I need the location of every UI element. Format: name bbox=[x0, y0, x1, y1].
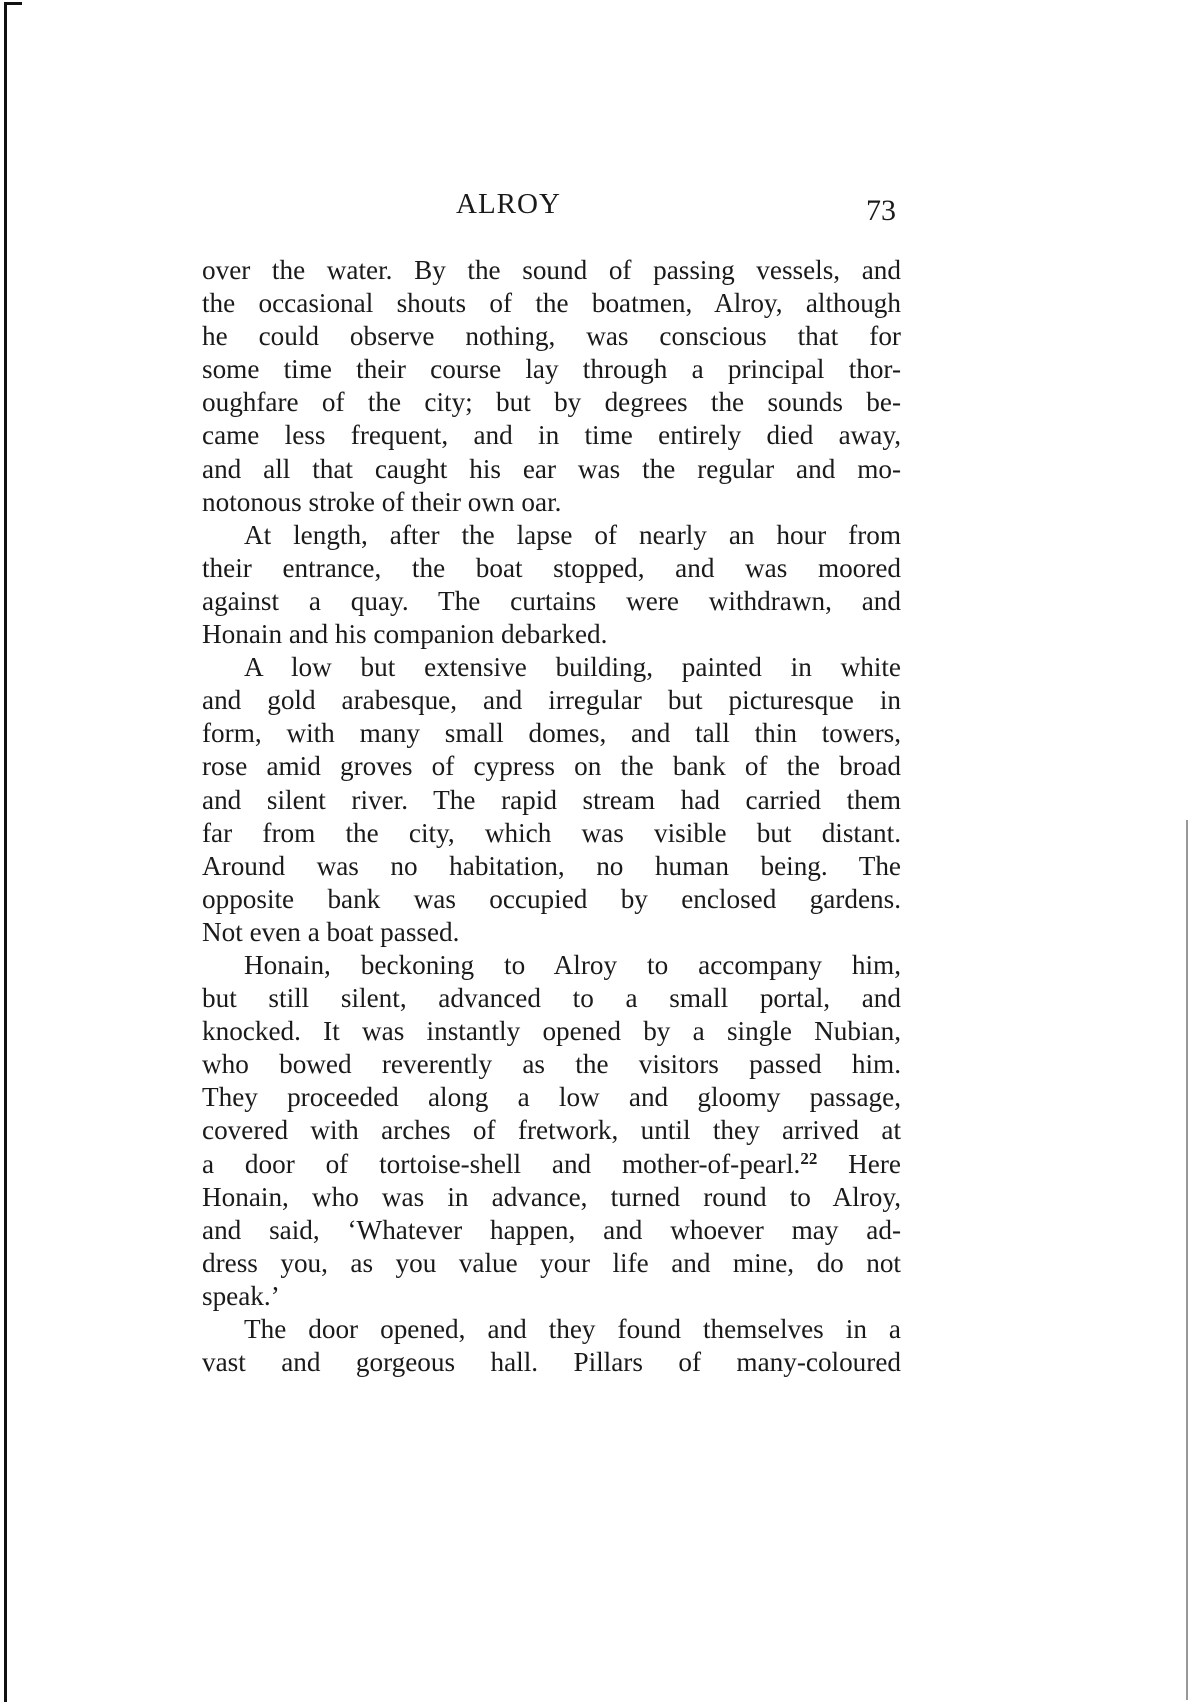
paragraph bbox=[202, 651, 901, 949]
text-line: who bowed reverently as the visitors passed him. bbox=[202, 1049, 901, 1080]
paragraph bbox=[202, 949, 901, 1313]
text-line: knocked. It was instantly opened by a single Nubian, bbox=[202, 1016, 901, 1047]
text-line: over the water. By the sound of passing vessels, and bbox=[202, 255, 901, 285]
scan-page-corner bbox=[4, 2, 22, 5]
text-segment: a door of tortoise-shell and mother-of-pearl. bbox=[202, 1148, 801, 1179]
paragraph bbox=[202, 519, 901, 651]
text-line: the occasional shouts of the boatmen, Alroy, although bbox=[202, 288, 901, 319]
footnote-reference[interactable]: 22 bbox=[800, 1148, 818, 1168]
running-head bbox=[0, 180, 1201, 227]
text-line: They proceeded along a low and gloomy passage, bbox=[202, 1082, 901, 1113]
text-line: A low but extensive building, painted in white bbox=[244, 652, 901, 683]
text-line: The door opened, and they found themselves in a bbox=[244, 1314, 901, 1344]
text-line: rose amid groves of cypress on the bank of the broad bbox=[202, 751, 901, 782]
text-line-with-footnote bbox=[202, 1148, 901, 1181]
text-line: and gold arabesque, and irregular but picturesque in bbox=[202, 685, 901, 716]
text-line: form, with many small domes, and tall thin towers, bbox=[202, 718, 901, 749]
text-line: but still silent, advanced to a small portal, and bbox=[202, 983, 901, 1014]
page-number: 73 bbox=[866, 194, 896, 227]
scan-page-edge-right bbox=[1186, 820, 1188, 1700]
text-line: speak.’ bbox=[202, 1280, 280, 1311]
body-text bbox=[202, 254, 901, 1379]
scan-page-edge bbox=[4, 2, 7, 1702]
running-title: ALROY bbox=[456, 188, 561, 220]
text-line: and said, ‘Whatever happen, and whoever may ad- bbox=[202, 1214, 901, 1245]
text-line: against a quay. The curtains were withdrawn, and bbox=[202, 585, 901, 616]
text-segment: Here bbox=[817, 1148, 901, 1179]
text-line: their entrance, the boat stopped, and was moored bbox=[202, 552, 901, 583]
text-line: Honain, beckoning to Alroy to accompany him, bbox=[244, 949, 901, 980]
text-line: Honain and his companion debarked. bbox=[202, 619, 608, 650]
text-line: came less frequent, and in time entirely died away, bbox=[202, 420, 901, 451]
text-line: some time their course lay through a principal thor- bbox=[202, 354, 901, 385]
text-line: At length, after the lapse of nearly an hour from bbox=[244, 519, 901, 550]
text-line: opposite bank was occupied by enclosed gardens. bbox=[202, 883, 901, 914]
text-line: dress you, as you value your life and mine, do not bbox=[202, 1247, 901, 1278]
text-line: and silent river. The rapid stream had carried them bbox=[202, 784, 901, 815]
text-line: and all that caught his ear was the regular and mo- bbox=[202, 453, 901, 484]
text-line: he could observe nothing, was conscious that for bbox=[202, 321, 901, 352]
text-line: covered with arches of fretwork, until they arrived at bbox=[202, 1115, 901, 1146]
text-line: oughfare of the city; but by degrees the sounds be- bbox=[202, 387, 901, 418]
text-line: far from the city, which was visible but distant. bbox=[202, 817, 901, 848]
text-line: notonous stroke of their own oar. bbox=[202, 486, 562, 517]
text-line: Around was no habitation, no human being. The bbox=[202, 850, 901, 881]
paragraph bbox=[202, 1313, 901, 1379]
text-line: Honain, who was in advance, turned round to Alroy, bbox=[202, 1181, 901, 1212]
text-line: vast and gorgeous hall. Pillars of many-coloured bbox=[202, 1347, 901, 1378]
text-line: Not even a boat passed. bbox=[202, 916, 460, 947]
paragraph bbox=[202, 254, 901, 519]
